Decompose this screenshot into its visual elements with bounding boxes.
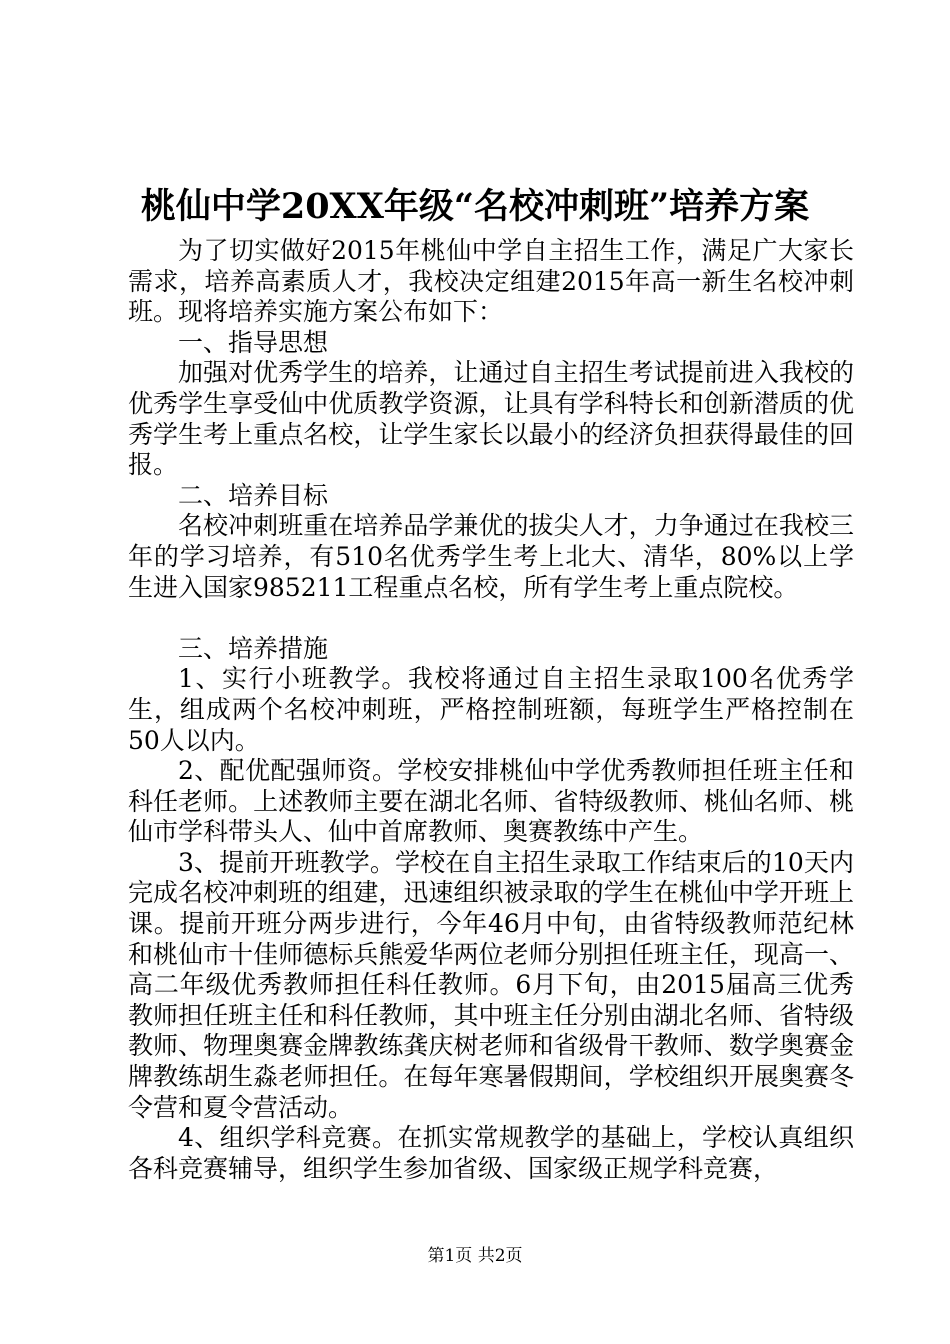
measure-paragraph-teachers: 2、配优配强师资。学校安排桃仙中学优秀教师担任班主任和科任老师。上述教师主要在湖北名师、省特级教师、桃仙名师、桃仙市学科带头人、仙中首席教师、奥赛教练中产生。 xyxy=(128,756,854,847)
measure-paragraph-small-class: 1、实行小班教学。我校将通过自主招生录取100名优秀学生，组成两个名校冲刺班，严格控制班额，每班学生严格控制在50人以内。 xyxy=(128,664,854,755)
section-heading-training-goals: 二、培养目标 xyxy=(178,480,329,510)
section-paragraph-training-goals: 名校冲刺班重在培养品学兼优的拔尖人才，力争通过在我校三年的学习培养，有510名优秀学生考上北大、清华，80%以上学生进入国家985211工程重点名校，所有学生考上重点院校。 xyxy=(128,511,854,602)
section-heading-guiding-ideology: 一、指导思想 xyxy=(178,327,329,357)
page-footer: 第1页 共2页 xyxy=(427,1246,523,1266)
measure-paragraph-competitions: 4、组织学科竞赛。在抓实常规教学的基础上，学校认真组织各科竞赛辅导，组织学生参加省级、国家级正规学科竞赛， xyxy=(128,1123,854,1183)
section-paragraph-guiding-ideology: 加强对优秀学生的培养，让通过自主招生考试提前进入我校的优秀学生享受仙中优质教学资源，让具有学科特长和创新潜质的优秀学生考上重点名校，让学生家长以最小的经济负担获得最佳的回报。 xyxy=(128,358,854,480)
blank-line xyxy=(128,603,854,634)
measure-paragraph-early-start: 3、提前开班教学。学校在自主招生录取工作结束后的10天内完成名校冲刺班的组建，迅速组织被录取的学生在桃仙中学开班上课。提前开班分两步进行，今年46月中旬，由省特级教师范纪林和桃仙市十佳师德标兵熊爱华两位老师分别担任班主任，现高一、高二年级优秀教师担任科任教师。6月下旬，由2015届高三优秀教师担任班主任和科任教师，其中班主任分别由湖北名师、省特级教师、物理奥赛金牌教练龚庆树老师和省级骨干教师、数学奥赛金牌教练胡生淼老师担任。在每年寒暑假期间，学校组织开展奥赛冬令营和夏令营活动。 xyxy=(128,847,854,1122)
document-body xyxy=(128,236,854,1184)
intro-paragraph: 为了切实做好2015年桃仙中学自主招生工作，满足广大家长需求，培养高素质人才，我校决定组建2015年高一新生名校冲刺班。现将培养实施方案公布如下： xyxy=(128,236,854,327)
section-heading-training-measures: 三、培养措施 xyxy=(178,633,329,663)
document-title: 桃仙中学20XX年级“名校冲刺班”培养方案 xyxy=(140,186,810,227)
